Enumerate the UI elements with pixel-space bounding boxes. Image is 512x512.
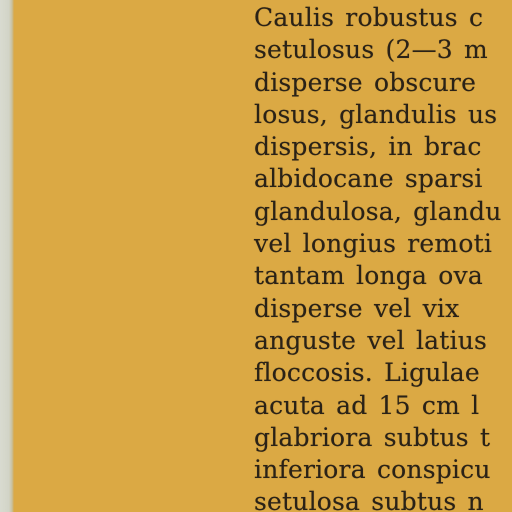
text-line-5: dispersis, in brac (254, 132, 482, 162)
text-line-15: inferiora conspicu (254, 455, 491, 485)
text-line-4: losus, glandulis us (254, 99, 498, 129)
text-line-14: glabriora subtus t (254, 422, 491, 452)
text-line-1: Caulis robustus c (254, 3, 484, 32)
text-line-11: anguste vel latius (254, 325, 488, 355)
text-line-8: vel longius remoti (254, 229, 493, 259)
text-line-16: setulosa subtus n (254, 487, 484, 512)
text-line-10: disperse vel vix (254, 293, 460, 323)
text-line-13: acuta ad 15 cm l (254, 390, 480, 420)
text-line-3: disperse obscure (254, 67, 477, 97)
text-line-2: setulosus (2—3 m (254, 35, 488, 65)
text-line-7: glandulosa, glandu (254, 196, 502, 226)
text-line-6: albidocane sparsi (254, 164, 483, 194)
text-line-12: floccosis. Ligulae (254, 358, 480, 388)
body-text (254, 2, 512, 512)
page-margin-strip (0, 0, 14, 512)
text-line-9: tantam longa ova (254, 261, 483, 291)
